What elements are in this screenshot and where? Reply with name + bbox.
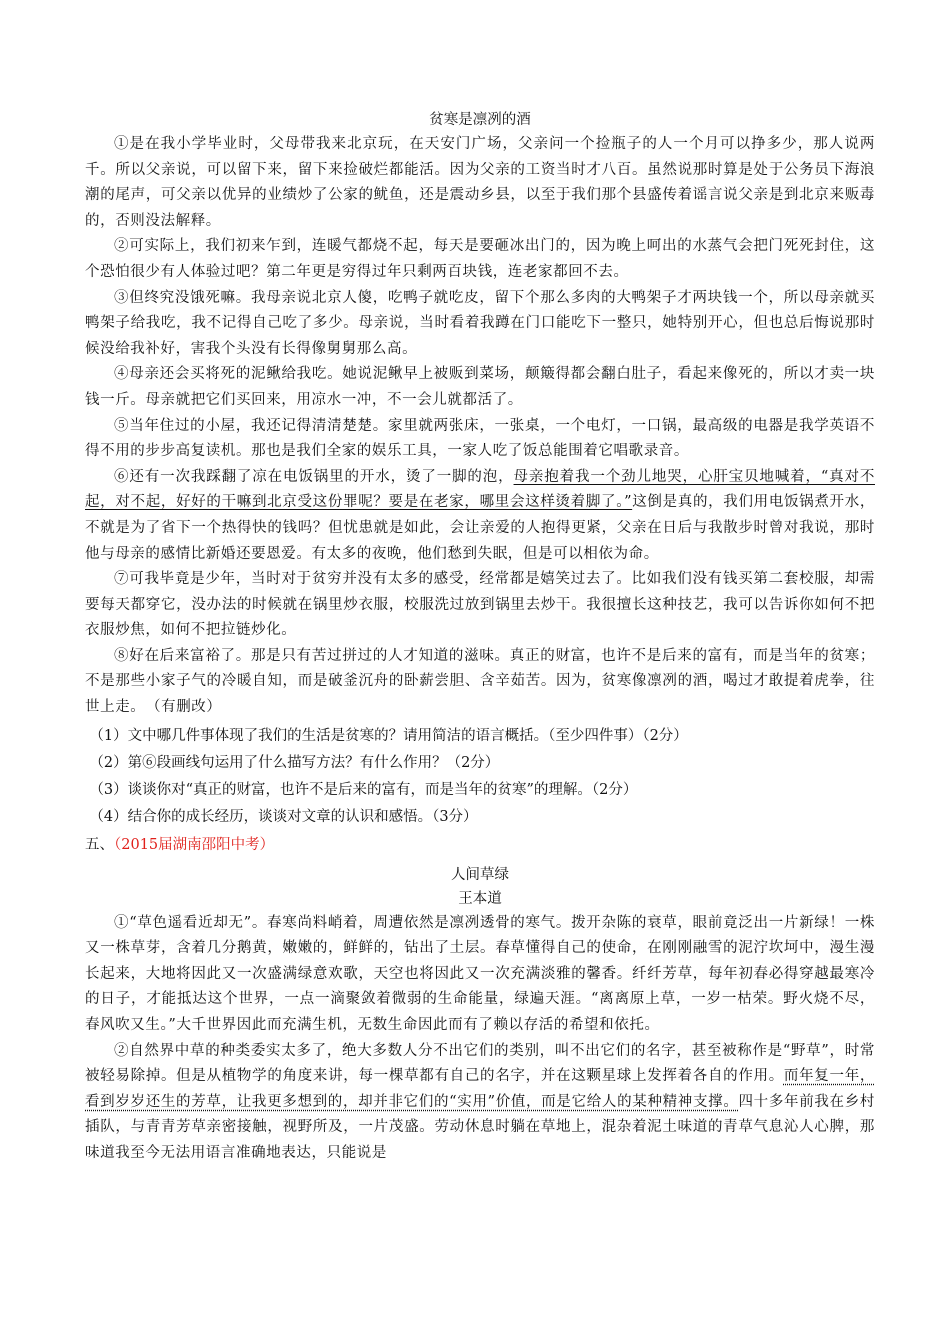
article2-title: 人间草绿 <box>451 866 509 883</box>
p6-rest: 这倒是真的，我们用电饭锅煮开水，不就是为了省下一个热得快的钱吗？但忧患就是如此，会让亲爱的人抱得更紧，父亲在日后与我散步时曾对我说，那时他与母亲的感情比新婚还要恩爱。有太多的夜晚，他们愁到失眠，但是可以相依为命。 <box>85 494 875 562</box>
article1-paragraph-2: ②可实际上，我们初来乍到，连暖气都烧不起，每天是要砸冰出门的，因为晚上呵出的水蒸气会把门死死封住，这个恐怕很少有人体验过吧？第二年更是穷得过年只剩两百块钱，连老家都回不去。 <box>85 238 875 280</box>
article2-paragraph-1: ①“草色遥看近却无”。春寒尚料峭着，周遭依然是凛冽透骨的寒气。拨开杂陈的衰草，眼前竟泛出一片新绿！一株又一株草芽，含着几分鹅黄，嫩嫩的，鲜鲜的，钻出了土层。春草懂得自己的使命，在刚刚融雪的泥泞坎坷中，漫生漫长起来，大地将因此又一次盛满绿意欢歌，天空也将因此又一次充满淡雅的馨香。纤纤芳草，每年初春必得穿越最寒冷的日子，才能抵达这个世界，一点一滴聚敛着微弱的生命能量，绿遍天涯。“离离原上草，一岁一枯荣。野火烧不尽，春风吹又生。”大千世界因此而充满生机，无数生命因此而有了赖以存活的希望和依托。 <box>85 914 875 1034</box>
question-4: （4）结合你的成长经历，谈谈对文章的认识和感悟。（3分） <box>89 808 478 825</box>
p2-rest: 四十多年前我在乡村插队，与青青芳草亲密接触，视野所及，一片茂盛。劳动休息时躺在草地上，混杂着泥土味道的青草气息沁人心脾，那味道我至今无法用语言准确地表达，只能说是 <box>85 1093 875 1161</box>
question-1: （1）文中哪几件事体现了我们的生活是贫寒的？请用简洁的语言概括。（至少四件事）（2分） <box>89 727 688 744</box>
article1-paragraph-5: ⑤当年住过的小屋，我还记得清清楚楚。家里就两张床，一张桌，一个电灯，一口锅，最高级的电器是我学英语不得不用的步步高复读机。那也是我们全家的娱乐工具，一家人吃了饭总能围着它唱歌录音。 <box>85 417 875 460</box>
article1-paragraph-6 <box>85 465 875 567</box>
section-five-heading <box>85 833 875 857</box>
article2-author: 王本道 <box>458 890 502 907</box>
question-list <box>85 723 875 831</box>
article1-paragraph-3: ③但终究没饿死嘛。我母亲说北京人傻，吃鸭子就吃皮，留下个那么多肉的大鸭架子才两块钱一个，所以母亲就买鸭架子给我吃，我不记得自己吃了多少。母亲说，当时看着我蹲在门口能吃下一整只，她特别开心，但也总后悔说那时候没给我补好，害我个头没有长得像舅舅那么高。 <box>85 289 875 357</box>
article1-paragraph-1: ①是在我小学毕业时，父母带我来北京玩，在天安门广场，父亲问一个捡瓶子的人一个月可以挣多少，那人说两千。所以父亲说，可以留下来，留下来捡破烂都能活。因为父亲的工资当时才八百。虽然说那时算是处于公务员下海浪潮的尾声，可父亲以优异的业绩炒了公家的鱿鱼，还是震动乡县，以至于我们那个县盛传着谣言说父亲是到北京来贩毒的，否则没法解释。 <box>85 136 875 229</box>
article1-title: 贫寒是凛冽的酒 <box>429 112 531 128</box>
section-source: （2015届湖南邵阳中考） <box>114 836 275 853</box>
document-page <box>85 108 875 1167</box>
article1-paragraph-7: ⑦可我毕竟是少年，当时对于贫穷并没有太多的感受，经常都是嬉笑过去了。比如我们没有钱买第二套校服，却需要每天都穿它，没办法的时候就在锅里炒衣服，校服洗过放到锅里去炒干。我很擅长这种技艺，我可以告诉你如何不把衣服炒焦，如何不把拉链炒化。 <box>85 571 875 639</box>
section-number: 五、 <box>85 836 114 853</box>
article2-paragraph-2 <box>85 1039 875 1167</box>
question-2: （2）第⑥段画线句运用了什么描写方法？有什么作用？（2分） <box>89 754 500 771</box>
question-3: （3）谈谈你对“真正的财富，也许不是后来的富有，而是当年的贫寒”的理解。（2分） <box>89 781 638 798</box>
article1-paragraph-4: ④母亲还会买将死的泥鳅给我吃。她说泥鳅早上被贩到菜场，颠簸得都会翻白肚子，看起来像死的，所以才卖一块钱一斤。母亲就把它们买回来，用凉水一冲，不一会儿就都活了。 <box>85 366 875 408</box>
p2-lead: ②自然界中草的种类委实太多了，绝大多数人分不出它们的类别，叫不出它们的名字，甚至被称作是“野草”，时常被轻易除掉。但是从植物学的角度来讲，每一棵草都有自己的名字，并在这颗星球上发挥着各自的作用。 <box>85 1042 875 1085</box>
p6-underlined-sentence: 母亲抱着我一个劲儿地哭，心肝宝贝地喊着，“真对不起，对不起，好好的干嘛到北京受这份罪呢？要是在老家，哪里会这样烫着脚了。” <box>85 468 875 511</box>
p2-dotted-sentence: 而年复一年，看到岁岁还生的芳草，让我更多想到的，却并非它们的“实用”价值，而是它给人的某种精神支撑。 <box>85 1068 875 1110</box>
article1-paragraph-8: ⑧好在后来富裕了。那是只有苦过拼过的人才知道的滋味。真正的财富，也许不是后来的富有，而是当年的贫寒；不是那些小家子气的冷暖自知，而是破釜沉舟的卧薪尝胆、含辛茹苦。因为，贫寒像凛冽的酒，喝过才敢提着虎拳，往世上走。 （有删改） <box>85 647 875 716</box>
p6-lead: ⑥还有一次我踩翻了凉在电饭锅里的开水，烫了一脚的泡， <box>114 468 514 485</box>
